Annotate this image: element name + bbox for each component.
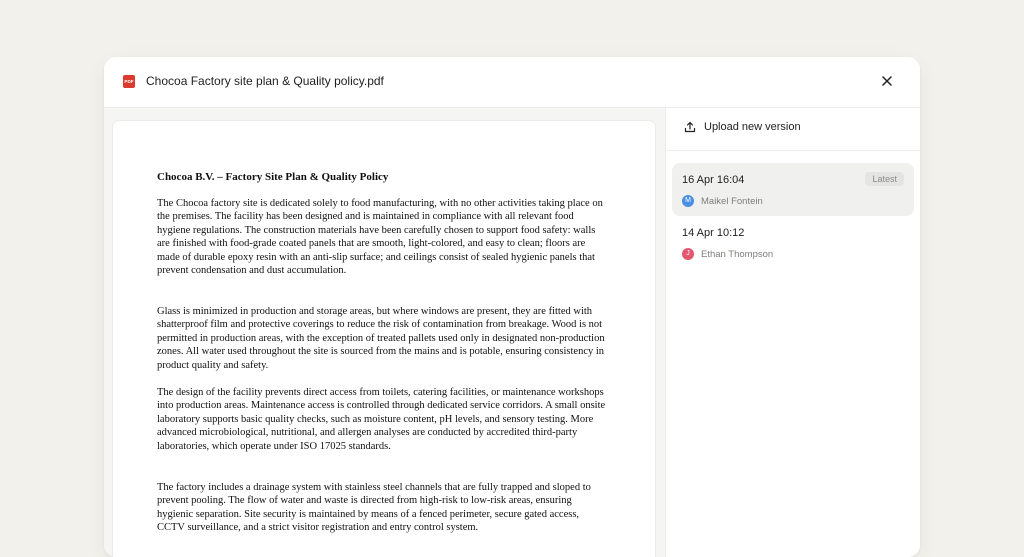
author-name: Ethan Thompson [701,248,774,260]
latest-badge: Latest [865,172,904,186]
version-author [682,195,763,207]
modal-header [104,57,920,108]
document-viewer[interactable] [104,108,665,557]
close-icon [880,74,894,88]
version-item[interactable] [672,163,914,216]
author-name: Maikel Fontein [701,195,763,207]
document-paragraph: The design of the facility prevents direct access from toilets, catering facilities, or maintenance workshops into production areas. Maintenance access is controlled through dedicated service corridors. A small onsite laboratory supports basic quality checks, such as moisture content, pH levels, and sensory testing. More advanced microbiological, nutritional, and allergen analyses are conducted by accredited third-party laboratories, which operate under ISO 17025 standards. [157,387,606,452]
sidebar-divider [666,150,920,151]
close-button[interactable] [880,74,894,88]
document-title: Chocoa B.V. – Factory Site Plan & Quality Policy [157,171,389,183]
version-date: 16 Apr 16:04 [682,174,745,186]
document-page [113,121,655,557]
avatar: J [682,248,694,260]
version-author [682,248,773,260]
upload-label: Upload new version [704,121,801,133]
upload-icon [684,121,696,133]
upload-new-version-button[interactable] [684,121,801,133]
file-preview-modal [104,57,920,557]
document-paragraph: The factory includes a drainage system with stainless steel channels that are fully trapped and sloped to prevent pooling. The flow of water and waste is directed from high-risk to low-risk areas, ensuring hygienic separation. Site security is maintained by means of a fenced perimeter, secure gated access, CCTV surveillance, and a strict visitor registration and entry control system. [157,482,591,534]
pdf-file-icon: PDF [123,75,135,88]
document-paragraph: Glass is minimized in production and storage areas, but where windows are present, they are fitted with shatterproof film and protective coverings to reduce the risk of contamination from breakage. Wood is not permitted in production areas, with the exception of treated pallets used only in designated non-production zones. All water used throughout the site is sourced from the mains and is potable, ensuring consistency in product quality and safety. [157,306,605,371]
file-title: Chocoa Factory site plan & Quality policy.pdf [146,74,384,88]
version-date: 14 Apr 10:12 [682,227,745,239]
document-paragraph: The Chocoa factory site is dedicated solely to food manufacturing, with no other activities taking place on the premises. The facility has been designed and is maintained in compliance with all relevant food hygiene regulations. The construction materials have been carefully chosen to support food safety: walls are finished with food-grade coated panels that are smooth, light-colored, and easy to clean; floors are made of durable epoxy resin with an anti-slip surface; and ceilings consist of sealed hygienic panels that prevent condensation and dust accumulation. [157,198,603,277]
version-item[interactable] [672,216,914,269]
avatar: M [682,195,694,207]
version-sidebar [666,108,920,557]
